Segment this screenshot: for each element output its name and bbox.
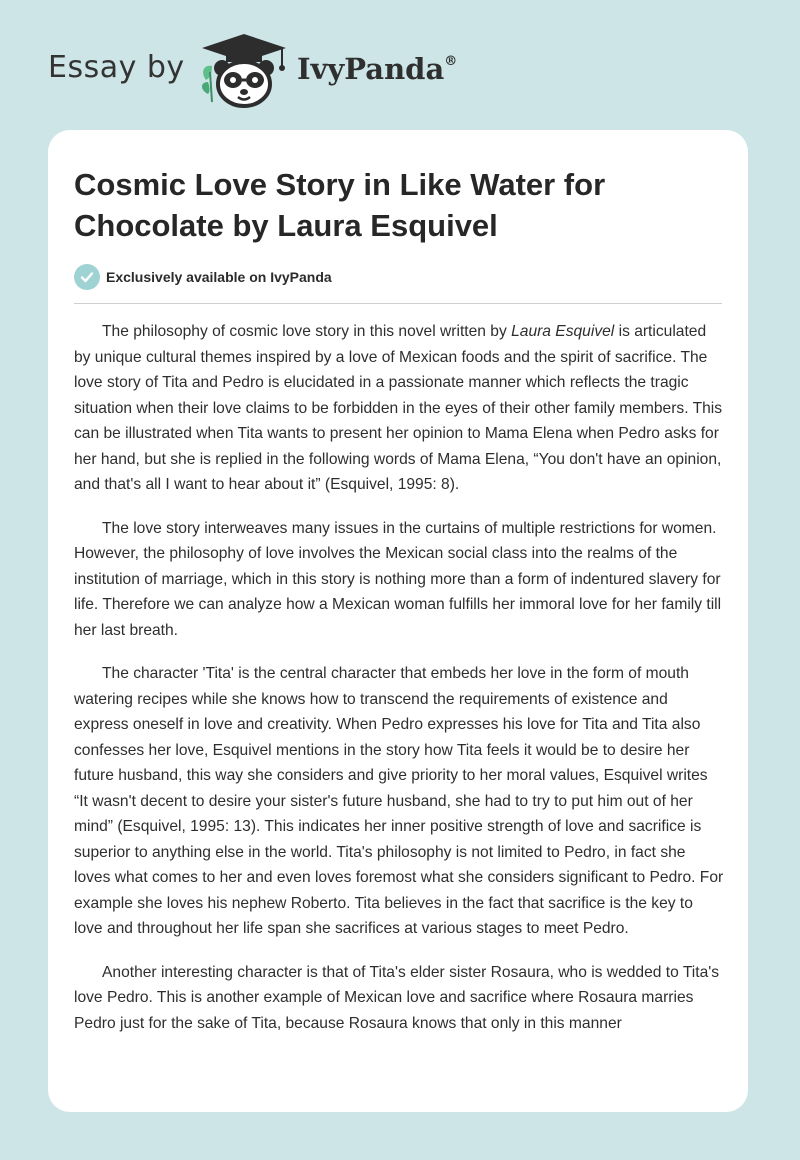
essay-card [48,130,748,1112]
brand-name[interactable] [297,52,457,86]
divider [74,303,722,304]
essay-title: Cosmic Love Story in Like Water for Chocolate by Laura Esquivel [74,167,606,243]
exclusive-badge [74,262,332,292]
brand-text: IvyPanda [297,52,445,86]
paragraph: The love story interweaves many issues in the curtains of multiple restrictions for women. However, the philosophy of love involves the Mexican social class into the realms of the institution of marriage, which in this story is nothing more than a form of indentured slavery for life. Therefore we can analyze how a Mexican woman fulfills her immoral love for her family till her last breath. [74,519,722,639]
site-header [0,0,800,130]
essay-by-label: Essay by [48,50,185,85]
registered-mark: ® [444,54,458,69]
checkmark-circle-icon [74,264,100,290]
paragraph-text: is articulated by unique cultural themes inspired by a love of Mexican foods and the spirit of sacrifice. The love story of Tita and Pedro is elucidated in a passionate manner which reflects the tragic situation when their love claims to be forbidden in the eyes of their other family members. This can be illustrated when Tita wants to present her opinion to Mama Elena when Pedro asks for her hand, but she is replied in the following words of Mama Elena, “You don't have an opinion, and that's all I want to hear about it” (Esquivel, 1995: 8). [74,323,723,493]
exclusive-badge-label: Exclusively available on IvyPanda [106,269,332,285]
author-name: Laura Esquivel [511,323,615,340]
paragraph: Another interesting character is that of Tita's elder sister Rosaura, who is wedded to Tita's love Pedro. This is another example of Mexican love and sacrifice where Rosaura marries Pedro just for the sake of Tita, because Rosaura knows that only in this manner [74,963,720,1032]
panda-graduation-cap-icon[interactable] [198,32,290,110]
paragraph [74,319,724,498]
paragraph-text: The philosophy of cosmic love story in this novel written by [102,323,512,340]
paragraph: The character 'Tita' is the central character that embeds her love in the form of mouth watering recipes while she knows how to transcend the requirements of existence and express oneself in love and creativity. When Pedro expresses his love for Tita and Tita also confesses her love, Esquivel mentions in the story how Tita feels it would be to desire her future husband, this way she considers and give priority to her moral values, Esquivel writes “It wasn't decent to desire your sister's future husband, she had to try to put him out of her mind” (Esquivel, 1995: 13). This indicates her inner positive strength of love and sacrifice is superior to anything else in the world. Tita's philosophy is not limited to Pedro, in fact she loves what comes to her and even loves foremost what she considers significant to Pedro. For example she loves his nephew Roberto. Tita believes in the fact that sacrifice is the key to love and throughout her life span she sacrifices at various stages to meet Pedro. [74,665,724,937]
essay-body [74,319,724,1054]
